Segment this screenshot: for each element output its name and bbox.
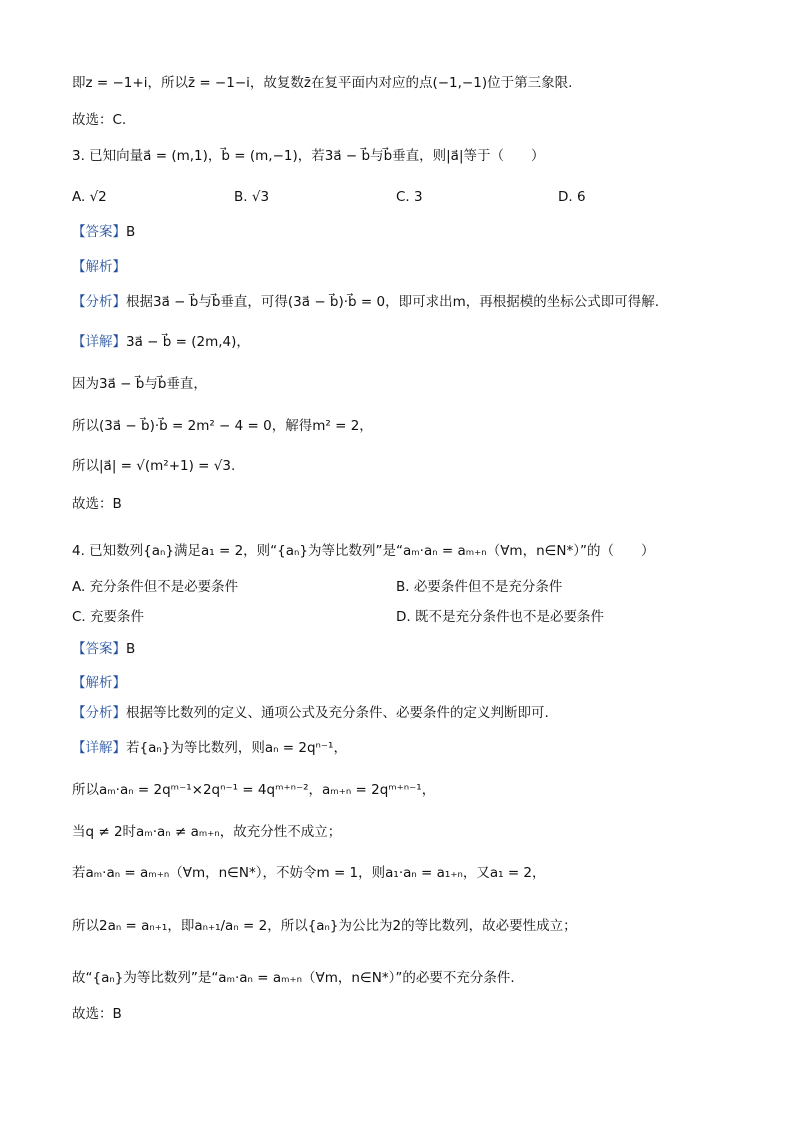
text-line: 所以(3a⃗ − b⃗)·b⃗ = 2m² − 4 = 0，解得m² = 2， <box>72 418 373 434</box>
option-d: D. 6 <box>558 189 586 205</box>
detail-text: 若{aₙ}为等比数列，则aₙ = 2qⁿ⁻¹， <box>126 740 347 756</box>
fenxi-text: 根据3a⃗ − b⃗与b⃗垂直，可得(3a⃗ − b⃗)·b⃗ = 0，即可求出m，再根据模的坐标公式即可得解. <box>126 294 660 310</box>
option-d: D. 既不是充分条件也不是必要条件 <box>396 609 604 625</box>
text-line: 若aₘ·aₙ = aₘ₊ₙ（∀m，n∈N*），不妨令m = 1，则a₁·aₙ = a₁₊ₙ，又a₁ = 2， <box>72 865 546 881</box>
analysis-tag: 【解析】 <box>72 675 126 691</box>
answer-line <box>72 222 135 242</box>
answer-value: B <box>126 224 136 240</box>
text-line: 故选：B <box>72 1006 122 1022</box>
text-line: 因为3a⃗ − b⃗与b⃗垂直， <box>72 376 207 392</box>
text-line: 故“{aₙ}为等比数列”是“aₘ·aₙ = aₘ₊ₙ（∀m，n∈N*）”的必要不充分条件. <box>72 970 515 986</box>
option-c: C. 3 <box>396 189 423 205</box>
option-a: A. √2 <box>72 189 107 205</box>
option-b: B. √3 <box>234 189 270 205</box>
fenxi-text: 根据等比数列的定义、通项公式及充分条件、必要条件的定义判断即可. <box>126 705 549 721</box>
text-line: 所以|a⃗| = √(m²+1) = √3. <box>72 458 236 474</box>
text-line: 故选：B <box>72 496 122 512</box>
fenxi-tag: 【分析】 <box>72 294 126 310</box>
option-b: B. 必要条件但不是充分条件 <box>396 579 563 595</box>
detail-tag: 【详解】 <box>72 334 126 350</box>
question-4: 4. 已知数列{aₙ}满足a₁ = 2，则“{aₙ}为等比数列”是“aₘ·aₙ = aₘ₊ₙ（∀m，n∈N*）”的（ ） <box>72 543 655 559</box>
analysis-line <box>72 703 549 723</box>
answer-value: B <box>126 641 136 657</box>
text-line: 即z = −1+i，所以z̄ = −1−i，故复数z̄在复平面内对应的点(−1,−1)位于第三象限. <box>72 75 573 91</box>
detail-line <box>72 738 347 758</box>
analysis-tag: 【解析】 <box>72 259 126 275</box>
answer-line <box>72 639 135 659</box>
question-3: 3. 已知向量a⃗ = (m,1)，b⃗ = (m,−1)，若3a⃗ − b⃗与b⃗垂直，则|a⃗|等于（ ） <box>72 148 545 164</box>
answer-tag: 【答案】 <box>72 641 126 657</box>
text-line: 所以2aₙ = aₙ₊₁，即aₙ₊₁/aₙ = 2，所以{aₙ}为公比为2的等比数列，故必要性成立； <box>72 918 577 934</box>
option-a: A. 充分条件但不是必要条件 <box>72 579 239 595</box>
option-c: C. 充要条件 <box>72 609 145 625</box>
detail-tag: 【详解】 <box>72 740 126 756</box>
answer-tag: 【答案】 <box>72 224 126 240</box>
analysis-line <box>72 292 659 312</box>
detail-line <box>72 332 250 352</box>
text-line: 故选：C. <box>72 112 127 128</box>
text-line: 所以aₘ·aₙ = 2qᵐ⁻¹×2qⁿ⁻¹ = 4qᵐ⁺ⁿ⁻²，aₘ₊ₙ = 2qᵐ⁺ⁿ⁻¹， <box>72 782 436 798</box>
text-line: 当q ≠ 2时aₘ·aₙ ≠ aₘ₊ₙ，故充分性不成立； <box>72 824 342 840</box>
detail-text: 3a⃗ − b⃗ = (2m,4)， <box>126 334 250 350</box>
fenxi-tag: 【分析】 <box>72 705 126 721</box>
